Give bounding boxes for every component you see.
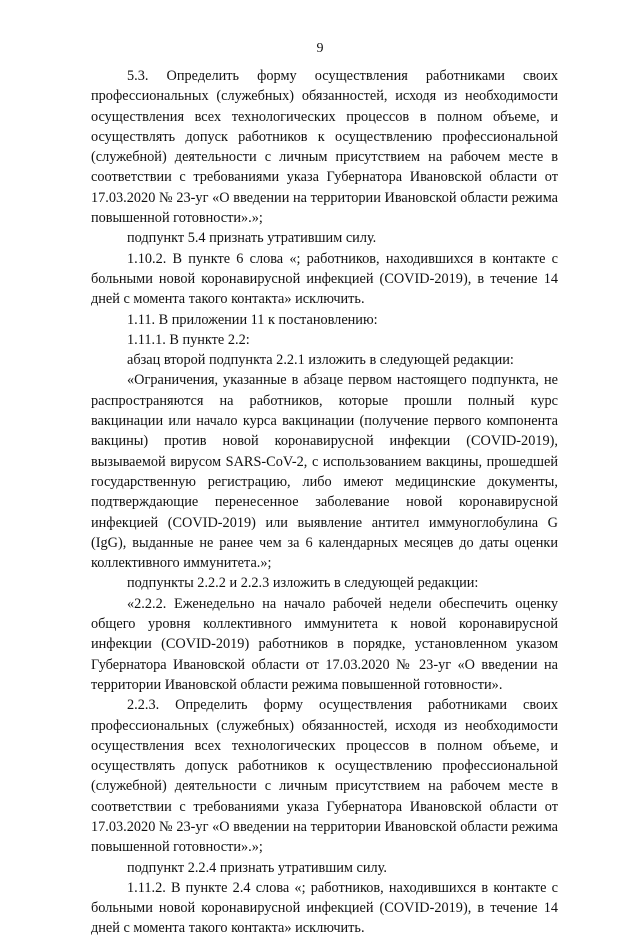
paragraph-1-10-2: 1.10.2. В пункте 6 слова «; работников, находившихся в контакте с больными новой коронавирусной инфекцией (COVID-2019), в течение 14 дней с момента такого контакта» исключить.	[91, 250, 558, 308]
paragraph-1-11: 1.11. В приложении 11 к постановлению:	[127, 311, 378, 328]
paragraph-2-2-2-2-2-3-intro: подпункты 2.2.2 и 2.2.3 изложить в следующей редакции:	[127, 575, 479, 592]
paragraph-2-2-1-text: «Ограничения, указанные в абзаце первом настоящего подпункта, не распространяются на работников, которые прошли полный курс вакцинации или начало курса вакцинации (получение первого компонента вакцины) против новой коронавирусной инфекции (COVID-2019), вызываемой вирусом SARS-CoV-2, с использованием вакцины, прошедшей государственную регистрацию, либо имеют медицинские документы, подтверждающие перенесенное заболевание новой коронавирусной инфекцией (COVID-2019) или выявление антител иммуноглобулина G (IgG), выданные не ранее чем за 6 календарных месяцев до даты оценки коллективного иммунитета.»;	[91, 372, 558, 572]
paragraph-5-3: 5.3. Определить форму осуществления работниками своих профессиональных (служебных) обязанностей, исходя из необходимости осуществления всех технологических процессов в полном объеме, и осуществлять допуск работников к осуществлению профессиональной (служебной) деятельности с личным присутствием на рабочем месте в соответствии с требованиями указа Губернатора Ивановской области от 17.03.2020 № 23-уг «О введении на территории Ивановской области режима повышенной готовности».»;	[91, 68, 558, 227]
page-number: 9	[316, 41, 324, 56]
paragraph-2-2-2: «2.2.2. Еженедельно на начало рабочей недели обеспечить оценку общего уровня коллективного иммунитета к новой коронавирусной инфекции (COVID-2019) работников в порядке, установленном указом Губернатора Ивановской области от 17.03.2020 № 23-уг «О введении на территории Ивановской области режима повышенной готовности».	[91, 595, 558, 693]
paragraph-1-11-1: 1.11.1. В пункте 2.2:	[127, 331, 250, 348]
paragraph-5-4-repeal: подпункт 5.4 признать утратившим силу.	[127, 230, 377, 247]
paragraph-2-2-1-intro: абзац второй подпункта 2.2.1 изложить в следующей редакции:	[127, 352, 514, 369]
paragraph-2-2-4-repeal: подпункт 2.2.4 признать утратившим силу.	[127, 859, 387, 876]
paragraph-2-2-3: 2.2.3. Определить форму осуществления работниками своих профессиональных (служебных) обязанностей, исходя из необходимости осуществления всех технологических процессов в полном объеме, и осуществлять допуск работников к осуществлению профессиональной (служебной) деятельности с личным присутствием на рабочем месте в соответствии с требованиями указа Губернатора Ивановской области от 17.03.2020 № 23-уг «О введении на территории Ивановской области режима повышенной готовности».»;	[91, 697, 558, 856]
document-body	[91, 66, 558, 939]
paragraph-1-11-2: 1.11.2. В пункте 2.4 слова «; работников, находившихся в контакте с больными новой коронавирусной инфекцией (COVID-2019), в течение 14 дней с момента такого контакта» исключить.	[91, 879, 558, 937]
